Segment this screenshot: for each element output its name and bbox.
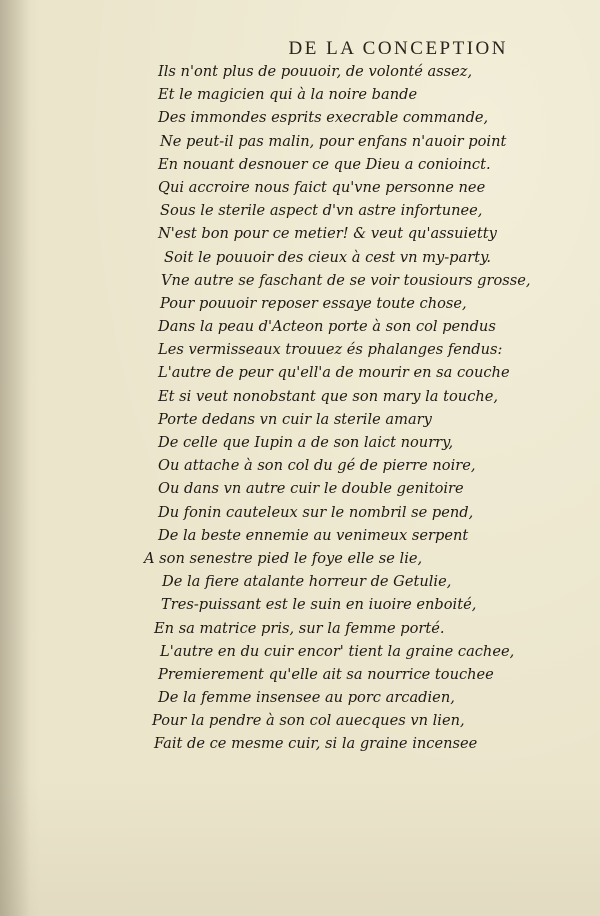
verse-line: De celle que Iupin a de son laict nourry, (158, 434, 454, 451)
verse-line: Ou dans vn autre cuir le double genitoire (158, 480, 464, 498)
verse-line: Pour la pendre à son col auecques vn lien, (152, 712, 465, 730)
verse-line: Les vermisseaux trouuez és phalanges fendus: (158, 341, 503, 359)
verse-line: Pour pouuoir reposer essaye toute chose, (160, 294, 467, 312)
verse-line: L'autre en du cuir encor' tient la graine cachee, (160, 642, 515, 660)
verse-line: En nouant desnouer ce que Dieu a conioinct. (158, 155, 491, 173)
verse-line: Qui accroire nous faict qu'vne personne nee (158, 178, 486, 196)
verse-line: Du fonin cauteleux sur le nombril se pend, (158, 503, 474, 521)
verse-line: De la femme insensee au porc arcadien, (158, 689, 455, 707)
verse-line: Et si veut nonobstant que son mary la touche, (158, 387, 499, 405)
verse-line: Fait de ce mesme cuir, si la graine incensee (154, 735, 478, 753)
verse-line: Des immondes esprits execrable commande, (158, 109, 489, 127)
gutter-shadow (0, 0, 30, 916)
running-head: DE LA CONCEPTION (288, 38, 508, 59)
verse-line: En sa matrice pris, sur la femme porté. (154, 619, 445, 637)
verse-text (144, 60, 578, 756)
verse-line: Porte dedans vn cuir la sterile amary (158, 410, 432, 428)
verse-line: Ne peut-il pas malin, pour enfans n'auoir point (160, 132, 507, 150)
verse-line: A son senestre pied le foye elle se lie, (144, 549, 423, 567)
verse-line: Premierement qu'elle ait sa nourrice touchee (158, 665, 494, 683)
verse-line: Vne autre se faschant de se voir tousiours grosse, (161, 271, 531, 289)
verse-line: Soit le pouuoir des cieux à cest vn my-party. (164, 248, 492, 266)
verse-line: Sous le sterile aspect d'vn astre infortunee, (160, 202, 483, 220)
verse-line: Dans la peau d'Acteon porte à son col pendus (158, 318, 496, 336)
verse-line: Et le magicien qui à la noire bande (158, 86, 418, 104)
verse-line: Ou attache à son col du gé de pierre noire, (158, 457, 476, 475)
verse-line: L'autre de peur qu'ell'a de mourir en sa couche (158, 364, 510, 382)
verse-line: Tres-puissant est le suin en iuoire enboité, (161, 596, 477, 614)
verse-line: Ils n'ont plus de pouuoir, de volonté assez, (158, 63, 473, 80)
verse-line: De la fiere atalante horreur de Getulie, (162, 573, 452, 591)
verse-line: De la beste ennemie au venimeux serpent (158, 526, 469, 544)
verse-line: N'est bon pour ce metier! & veut qu'assuietty (158, 225, 497, 243)
